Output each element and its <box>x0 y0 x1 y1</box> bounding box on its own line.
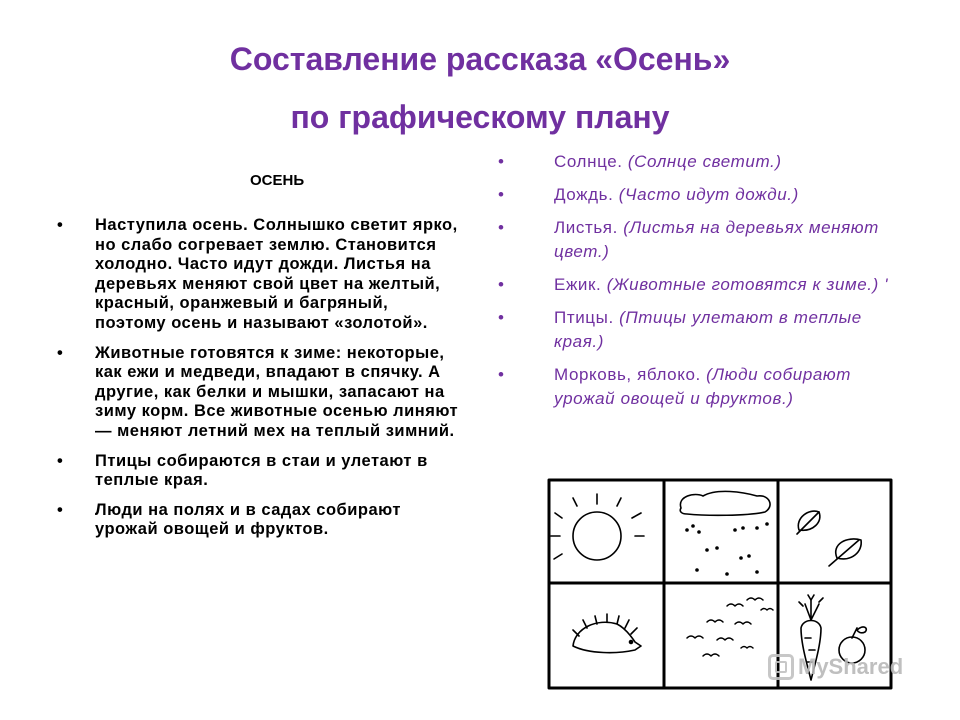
plan-item-desc: (Листья на деревьях меняют цвет.) <box>554 218 879 261</box>
plan-item-name: Солнце. <box>554 152 623 171</box>
story-list <box>56 216 461 550</box>
page-title: Составление рассказа «Осень» <box>229 41 731 77</box>
watermark-text: MyShared <box>798 654 904 679</box>
birds-icon <box>687 598 773 656</box>
plan-item-name: Дождь. <box>554 185 614 204</box>
story-paragraph: • Наступила осень. Солнышко светит ярко, но слабо согревает землю. Становится холодно. Часто идут дожди. Листья на деревьях меняют свой цвет на желтый, красный, оранжевый и багряный, поэтому осень и называют «золотой». <box>56 216 461 334</box>
sun-icon <box>551 494 644 560</box>
hedgehog-icon <box>573 614 641 653</box>
plan-item-name: Листья. <box>554 218 618 237</box>
plan-item-name: Ежик. <box>554 275 602 294</box>
rain-cloud-icon <box>680 491 770 575</box>
plan-list <box>496 150 906 420</box>
story-paragraph: • Птицы собираются в стаи и улетают в теплые края. <box>56 452 461 491</box>
plan-item-desc: (Люди собирают урожай овощей и фруктов.) <box>554 365 852 408</box>
plan-item-desc: (Животные готовятся к зиме.) ' <box>606 275 889 294</box>
leaves-icon <box>797 511 861 566</box>
plan-item-name: Морковь, яблоко. <box>554 365 701 384</box>
plan-item-desc: (Часто идут дожди.) <box>618 185 799 204</box>
story-heading: ОСЕНЬ <box>250 172 305 189</box>
plan-item <box>496 273 906 297</box>
plan-item-desc: (Солнце светит.) <box>627 152 782 171</box>
plan-item-name: Птицы. <box>554 308 614 327</box>
watermark-logo-icon <box>768 654 794 680</box>
plan-item-desc: (Птицы улетают в теплые края.) <box>554 308 862 351</box>
story-paragraph: • Животные готовятся к зиме: некоторые, как ежи и медведи, впадают в спячку. А другие, как белки и мышки, запасают на зиму корм. Все животные осенью линяют — меняют летний мех на теплый зимний. <box>56 344 461 442</box>
watermark <box>768 654 903 680</box>
plan-item <box>496 216 906 264</box>
page-subtitle: по графическому плану <box>290 99 670 135</box>
plan-item <box>496 150 906 174</box>
plan-item <box>496 183 906 207</box>
story-paragraph: • Люди на полях и в садах собирают урожай овощей и фруктов. <box>56 501 461 540</box>
plan-item <box>496 363 906 411</box>
plan-item <box>496 306 906 354</box>
